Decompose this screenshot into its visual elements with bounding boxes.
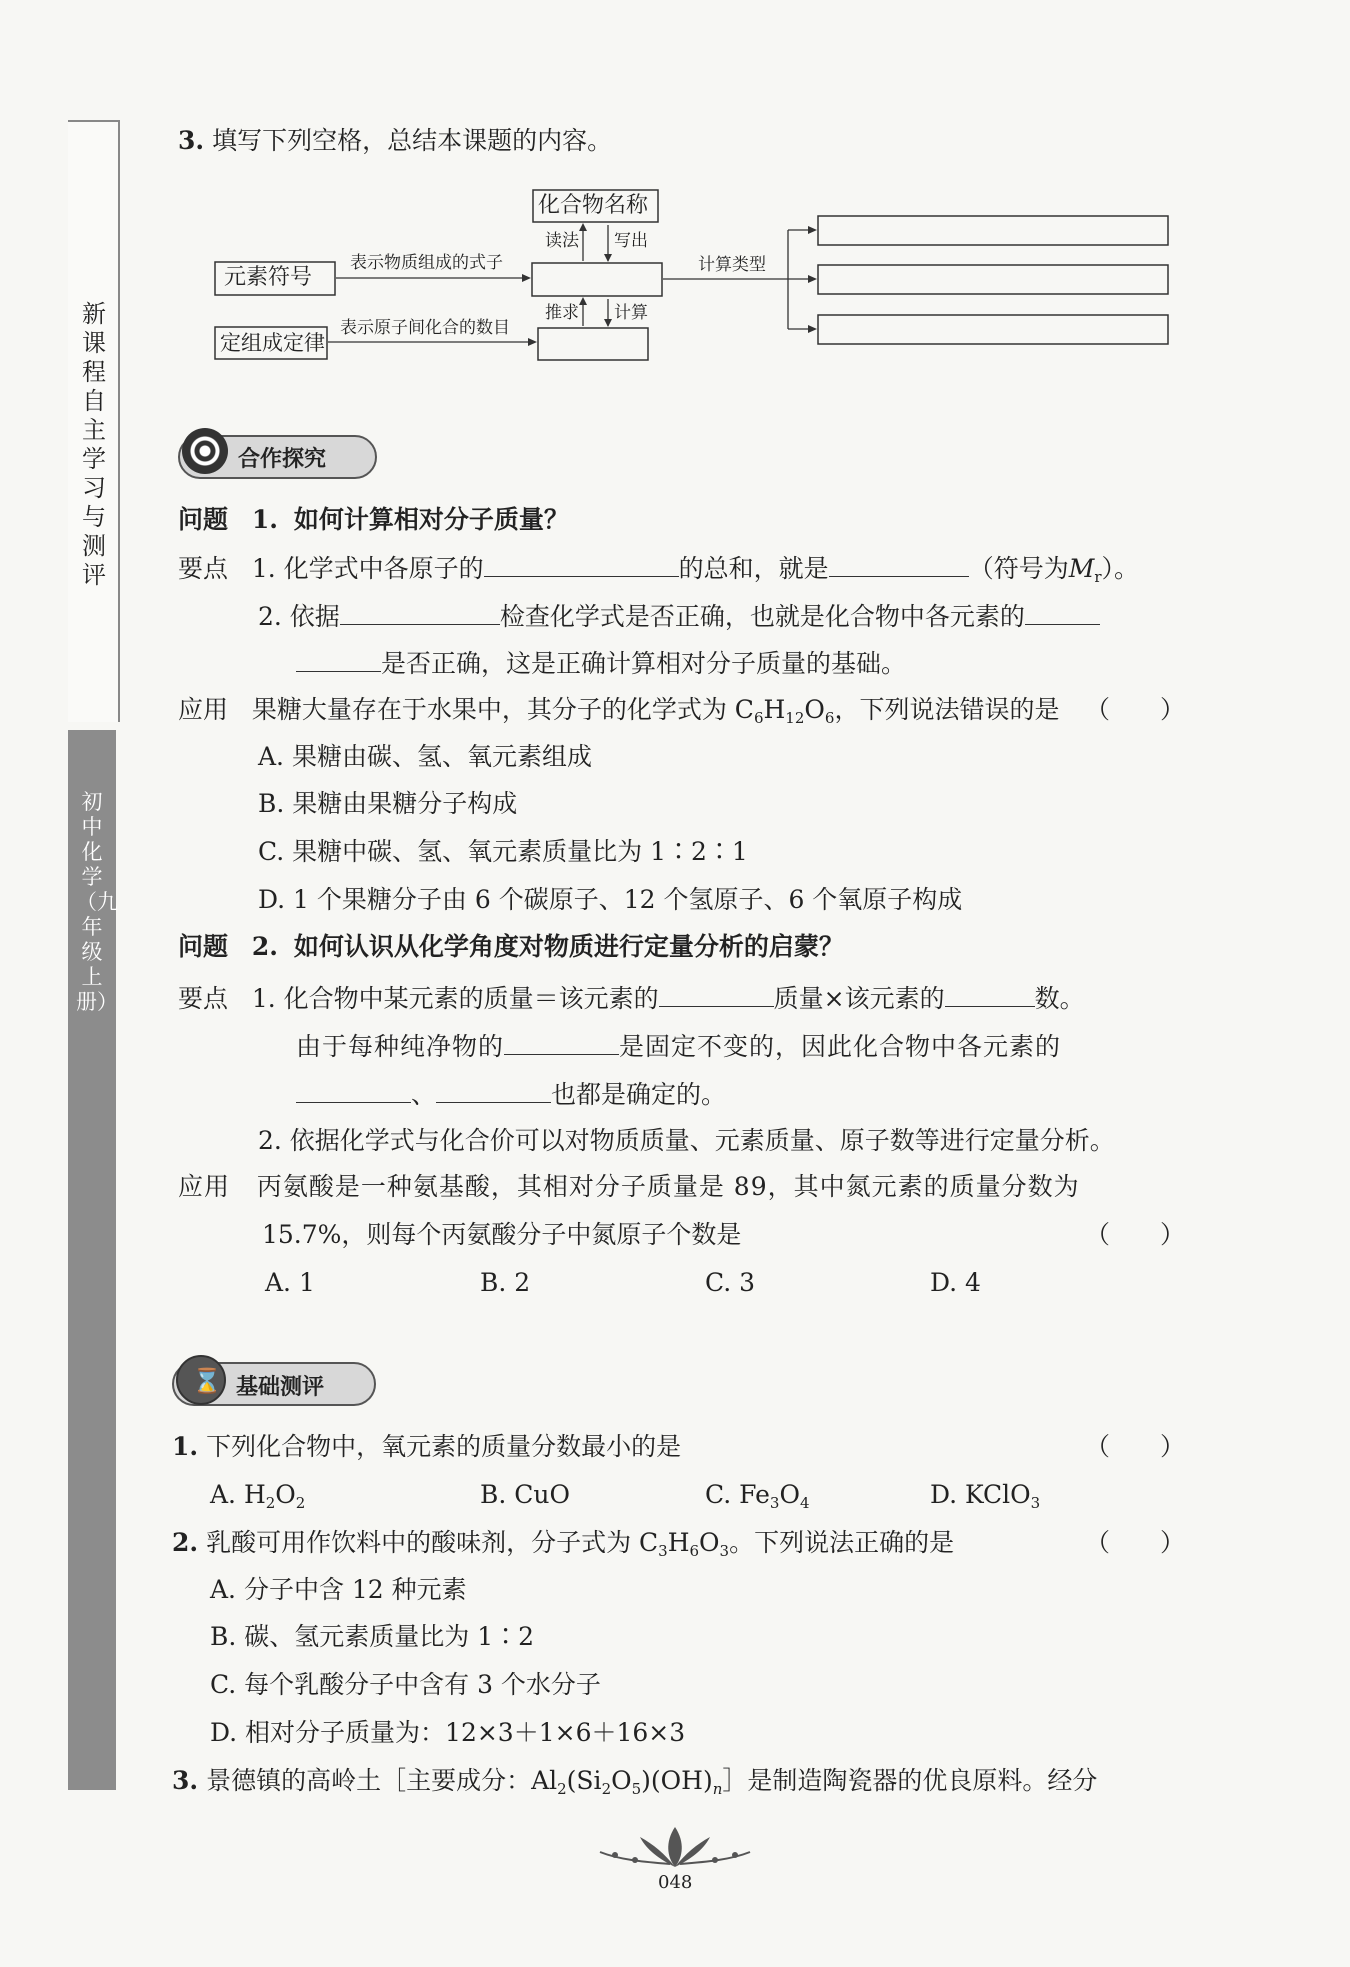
text-seg: (Si <box>566 1766 602 1795</box>
symbol-sub: r <box>1094 568 1102 586</box>
answer-blank[interactable] <box>340 600 500 625</box>
test1-question <box>172 1432 681 1462</box>
text-seg: 景德镇的高岭土［主要成分：Al <box>206 1766 558 1795</box>
answer-blank[interactable] <box>945 982 1035 1007</box>
option-c: C. 每个乳酸分子中含有 3 个水分子 <box>210 1670 601 1699</box>
text-seg: O <box>779 1480 800 1509</box>
text-seg: 检查化学式是否正确，也就是化合物中各元素的 <box>499 602 1025 631</box>
option-c: C. 果糖中碳、氢、氧元素质量比为 1∶2∶1 <box>258 837 748 866</box>
issue1-num: 1. <box>251 505 278 534</box>
test2-question <box>172 1528 954 1566</box>
arrow2-label: 表示原子间化合的数目 <box>340 318 510 338</box>
page-number: 048 <box>658 1872 693 1893</box>
answer-blank[interactable] <box>484 552 679 577</box>
test3-question <box>172 1766 1097 1804</box>
q3-number: 3. <box>178 126 205 155</box>
issue2-point1-line2 <box>296 1030 1061 1062</box>
sub: 3 <box>658 1542 668 1560</box>
text-seg: 、 <box>411 1080 437 1109</box>
issue1-header <box>178 505 569 535</box>
text-seg: O <box>804 695 825 724</box>
test1-num: 1. <box>172 1432 199 1461</box>
answer-blank[interactable] <box>659 982 774 1007</box>
text-seg: 是固定不变的，因此化合物中各元素的 <box>619 1032 1062 1061</box>
issue1-title: 如何计算相对分子质量？ <box>293 505 569 534</box>
option-c <box>705 1480 810 1518</box>
text-seg: 下列化合物中，氧元素的质量分数最小的是 <box>206 1432 682 1461</box>
text-seg: D. KClO <box>930 1480 1031 1509</box>
option-b: B. 2 <box>480 1268 531 1297</box>
target-icon <box>182 428 228 474</box>
issue2-application <box>178 1172 1080 1202</box>
text-seg: 由于每种纯净物的 <box>296 1032 505 1061</box>
text-seg: )(OH) <box>641 1766 713 1795</box>
option-b: B. CuO <box>480 1480 570 1509</box>
symbol: M <box>1068 554 1095 583</box>
test2-num: 2. <box>172 1528 199 1557</box>
text-seg: 果糖大量存在于水果中，其分子的化学式为 C <box>251 695 754 724</box>
test3-num: 3. <box>172 1766 199 1795</box>
answer-paren[interactable]: （ ） <box>1085 1432 1186 1461</box>
answer-blank[interactable] <box>296 647 381 672</box>
issue2-point2: 2. 依据化学式与化合价可以对物质质量、元素质量、原子数等进行定量分析。 <box>258 1126 1115 1155</box>
sub: 2 <box>265 1494 276 1512</box>
diagram-lines <box>200 185 1180 375</box>
text-seg: 是否正确，这是正确计算相对分子质量的基础。 <box>381 649 907 678</box>
text-seg: 的总和，就是 <box>678 554 829 583</box>
issue2-title: 如何认识从化学角度对物质进行定量分析的启蒙？ <box>293 932 844 961</box>
point-tag: 要点 <box>178 554 229 583</box>
option-d: D. 相对分子质量为：12×3＋1×6＋16×3 <box>210 1718 686 1747</box>
text-seg: 。下列说法正确的是 <box>729 1528 955 1557</box>
text-seg: 乳酸可用作饮料中的酸味剂，分子式为 C <box>206 1528 659 1557</box>
option-d: D. 1 个果糖分子由 6 个碳原子、12 个氢原子、6 个氧原子构成 <box>258 885 963 914</box>
calc-type-label: 计算类型 <box>698 255 766 275</box>
issue2-tag: 问题 <box>178 932 229 961</box>
point-tag: 要点 <box>178 984 229 1013</box>
option-d <box>930 1480 1040 1518</box>
read-label: 读法 <box>545 231 579 251</box>
infer-label: 推求 <box>545 303 579 323</box>
text-seg: ，下列说法错误的是 <box>834 695 1060 724</box>
text-seg: 1. 化学式中各原子的 <box>251 554 484 583</box>
calc-label: 计算 <box>614 303 648 323</box>
text-seg: O <box>611 1766 632 1795</box>
issue2-header <box>178 932 844 962</box>
definite-law-label: 定组成定律 <box>220 331 325 355</box>
issue1-point2 <box>258 600 1100 632</box>
text-seg: ）。 <box>1101 554 1139 583</box>
sub: 5 <box>631 1780 642 1798</box>
option-a: A. 分子中含 12 种元素 <box>210 1575 467 1604</box>
issue1-tag: 问题 <box>178 505 229 534</box>
sub: 2 <box>557 1780 567 1798</box>
sub: 6 <box>689 1542 700 1560</box>
series-title: 新课程自主学习与测评 <box>82 300 106 589</box>
answer-paren[interactable]: （ ） <box>1085 695 1186 724</box>
answer-paren[interactable]: （ ） <box>1085 1220 1186 1249</box>
text-seg: C. Fe <box>705 1480 770 1509</box>
q3-line <box>178 126 612 156</box>
text-seg: 质量×该元素的 <box>773 984 945 1013</box>
answer-blank[interactable] <box>436 1078 551 1103</box>
option-b: B. 果糖由果糖分子构成 <box>258 789 518 818</box>
element-symbol-label: 元素符号 <box>224 265 313 290</box>
option-a <box>210 1480 305 1518</box>
issue1-application <box>178 695 1059 733</box>
option-a: A. 果糖由碳、氢、氧元素组成 <box>258 742 592 771</box>
option-b: B. 碳、氢元素质量比为 1∶2 <box>210 1622 535 1651</box>
issue2-num: 2. <box>251 932 278 961</box>
answer-blank[interactable] <box>504 1030 619 1055</box>
app-tag: 应用 <box>178 695 229 724</box>
issue2-point1-line3 <box>296 1078 726 1110</box>
text-seg: 丙氨酸是一种氨基酸，其相对分子质量是 89，其中氮元素的质量分数为 <box>256 1172 1080 1201</box>
text-seg: （符号为 <box>968 554 1069 583</box>
sub: 6 <box>753 709 764 727</box>
option-a: A. 1 <box>265 1268 315 1297</box>
answer-blank[interactable] <box>1025 600 1100 625</box>
hourglass-icon: ⌛ <box>176 1355 226 1405</box>
text-seg: O <box>275 1480 296 1509</box>
issue1-point2-cont <box>296 647 906 679</box>
sub: 3 <box>719 1542 730 1560</box>
text-seg: ］是制造陶瓷器的优良原料。经分 <box>722 1766 1098 1795</box>
app-tag: 应用 <box>178 1172 231 1201</box>
option-c: C. 3 <box>705 1268 756 1297</box>
text-seg: A. H <box>210 1480 266 1509</box>
text-seg: 也都是确定的。 <box>551 1080 727 1109</box>
write-label: 写出 <box>614 231 648 251</box>
sub: n <box>712 1780 723 1798</box>
sub: 6 <box>824 709 835 727</box>
section-title-basic-test: 基础测评 <box>236 1375 325 1400</box>
sub: 3 <box>769 1494 780 1512</box>
arrow1-label: 表示物质组成的式子 <box>350 253 503 273</box>
answer-paren[interactable]: （ ） <box>1085 1528 1186 1557</box>
sub: 2 <box>601 1780 612 1798</box>
text-seg: 1. 化合物中某元素的质量＝该元素的 <box>251 984 659 1013</box>
answer-blank[interactable] <box>829 552 969 577</box>
text-seg: H <box>667 1528 690 1557</box>
q3-text: 填写下列空格，总结本课题的内容。 <box>212 126 613 155</box>
issue2-point1 <box>178 982 1085 1014</box>
subject-label: 初中化学（九年级上册） <box>76 790 118 1014</box>
sub: 12 <box>785 709 805 727</box>
section-title-cooperate: 合作探究 <box>238 447 327 472</box>
issue1-point1 <box>178 552 1139 592</box>
issue2-application-line2: 15.7%，则每个丙氨酸分子中氮原子个数是 <box>262 1220 742 1249</box>
answer-blank[interactable] <box>296 1078 411 1103</box>
sub: 3 <box>1030 1494 1041 1512</box>
compound-name-label: 化合物名称 <box>538 193 649 218</box>
option-d: D. 4 <box>930 1268 981 1297</box>
sub: 4 <box>799 1494 810 1512</box>
sub: 2 <box>295 1494 306 1512</box>
text-seg: 数。 <box>1034 984 1085 1013</box>
footer-ornament <box>595 1822 755 1872</box>
text-seg: 2. 依据 <box>258 602 340 631</box>
text-seg: H <box>763 695 786 724</box>
summary-diagram <box>200 185 1180 375</box>
text-seg: O <box>699 1528 720 1557</box>
